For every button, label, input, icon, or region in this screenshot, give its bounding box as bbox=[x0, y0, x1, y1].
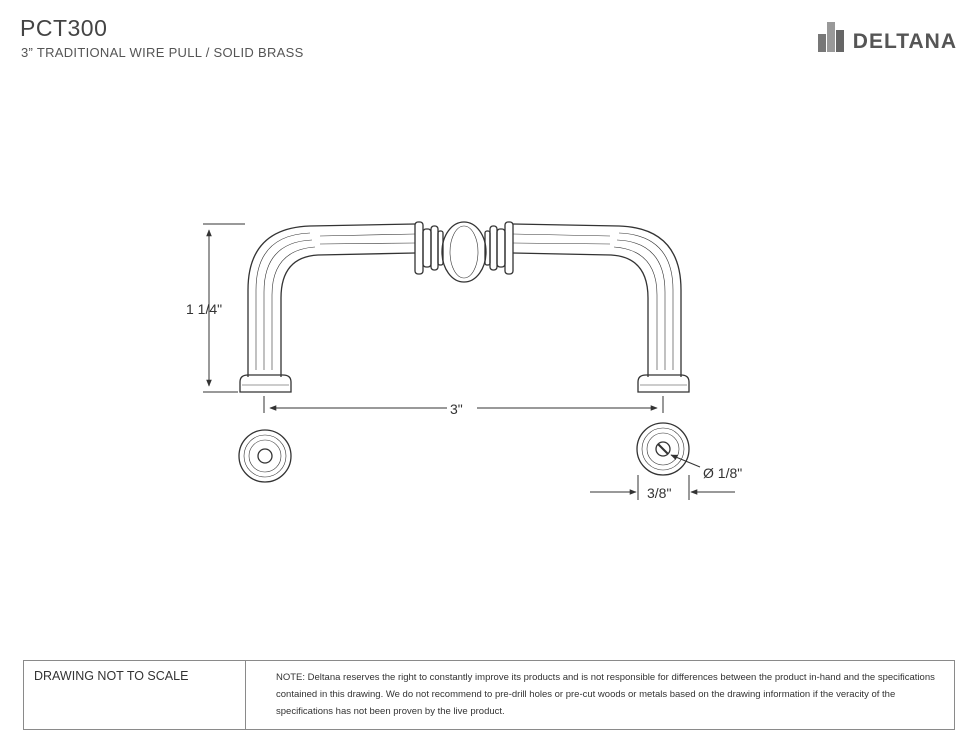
footer-box bbox=[23, 660, 955, 730]
hole-diameter-leader bbox=[671, 455, 700, 467]
product-code: PCT300 bbox=[20, 15, 108, 41]
left-base-top-view bbox=[239, 430, 291, 482]
length-dimension bbox=[264, 396, 663, 413]
base-width-label: 3/8" bbox=[647, 485, 672, 501]
right-base-top-view bbox=[637, 423, 689, 475]
logo-text: DELTANA bbox=[852, 30, 957, 53]
hole-diameter-label: Ø 1/8" bbox=[703, 465, 743, 481]
pull-side-view bbox=[240, 222, 689, 392]
scale-note: DRAWING NOT TO SCALE bbox=[24, 661, 246, 729]
product-description: 3” TRADITIONAL WIRE PULL / SOLID BRASS bbox=[21, 45, 304, 60]
disclaimer-note: NOTE: Deltana reserves the right to constantly improve its products and is not responsible for differences between the product in-hand and the specifications contained in this drawing. We do not recommend to pre-drill holes or pre-cut woods or metals based on the drawing information if the veracity of the specifications has not been proven by the live product. bbox=[276, 672, 935, 717]
height-label: 1 1/4" bbox=[186, 301, 223, 317]
length-label: 3" bbox=[450, 401, 463, 417]
